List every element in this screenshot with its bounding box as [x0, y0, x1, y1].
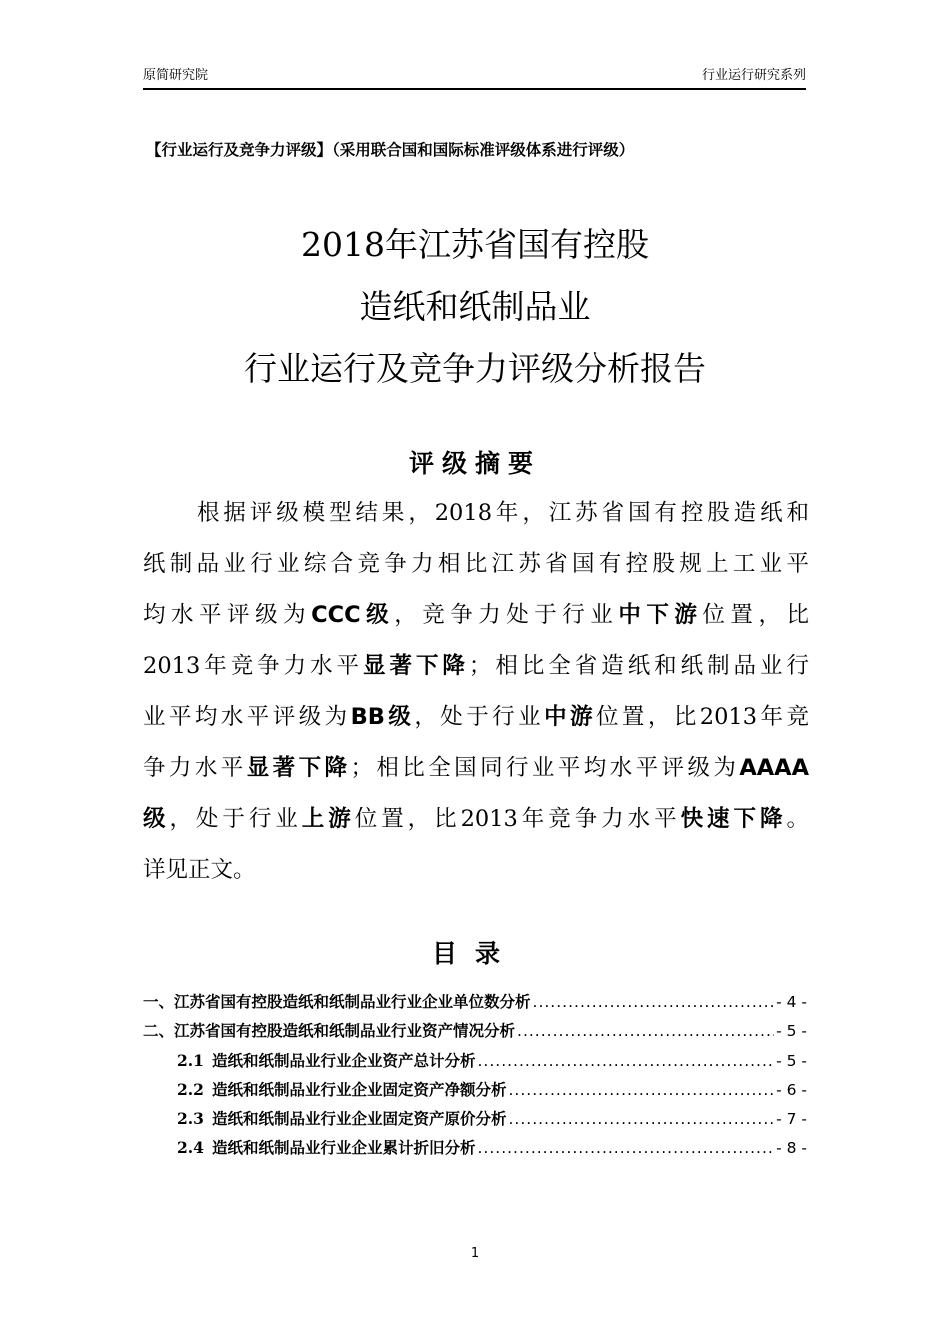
toc-entry-label [177, 1104, 506, 1134]
body-text: 详见正文。 [143, 857, 256, 883]
body-text: 位置，比2013年竞争力水平 [354, 806, 681, 832]
body-text: 。 [786, 806, 809, 832]
body-text: ；相比全省造纸和纸制品业行 [468, 653, 809, 679]
toc-page-number: - 8 - [776, 1139, 807, 1157]
toc-entry-text: 造纸和纸制品业行业企业累计折旧分析 [211, 1139, 476, 1157]
toc-dot-leader [517, 1017, 774, 1046]
toc-entry[interactable] [143, 988, 807, 1017]
page-header [143, 66, 806, 90]
emphasis-text: BB级 [350, 704, 415, 730]
emphasis-text: 快速下降 [680, 806, 787, 832]
summary-line [143, 845, 809, 896]
toc-entry[interactable] [143, 1075, 807, 1104]
report-tagline: 【行业运行及竞争力评级】（采用联合国和国际标准评级体系进行评级） [146, 141, 635, 159]
emphasis-text: 中下游 [618, 602, 703, 628]
toc-entry-text: 造纸和纸制品业行业企业资产总计分析 [211, 1052, 476, 1070]
summary-line [143, 794, 809, 845]
toc-entry-label [143, 988, 531, 1017]
page-number: 1 [470, 1246, 480, 1261]
body-text: 位置，比 [702, 602, 809, 628]
toc-entry[interactable] [143, 1133, 807, 1162]
body-text: ，处于行业 [169, 806, 302, 832]
emphasis-text: 上游 [301, 806, 355, 832]
toc-dot-leader [533, 988, 775, 1017]
toc-entry-text: 造纸和纸制品业行业企业固定资产原价分析 [211, 1110, 507, 1128]
emphasis-text: 级 [143, 806, 170, 832]
series-name: 行业运行研究系列 [701, 68, 806, 83]
body-text: 业平均水平评级为 [143, 704, 351, 730]
toc-dot-leader [508, 1105, 774, 1134]
toc-entry-number: 2.4 [177, 1138, 204, 1157]
toc-page-number: - 5 - [776, 1022, 807, 1040]
body-text: 均水平评级为 [143, 602, 312, 628]
body-text: 位置，比2013年竞 [595, 704, 809, 730]
summary-line [143, 692, 809, 743]
body-text: 纸制品业行业综合竞争力相比江苏省国有控股规上工业平 [143, 551, 809, 577]
toc-heading: 目录 [431, 939, 518, 968]
toc-entry-label [143, 1017, 515, 1046]
toc-page-number: - 4 - [776, 993, 807, 1011]
summary-line [143, 590, 809, 641]
table-of-contents [143, 988, 807, 1162]
report-title [140, 214, 810, 400]
summary-line [143, 539, 809, 590]
emphasis-text: AAAA [739, 755, 809, 781]
emphasis-text: 显著下降 [363, 653, 469, 679]
publisher-name: 原简研究院 [143, 68, 209, 83]
toc-dot-leader [508, 1076, 774, 1105]
toc-entry[interactable] [143, 1046, 807, 1075]
toc-page-number: - 5 - [776, 1052, 807, 1070]
toc-dot-leader [477, 1134, 774, 1163]
body-text: ，竞争力处于行业 [394, 602, 619, 628]
emphasis-text: 中游 [544, 704, 596, 730]
toc-entry-number: 一、 [143, 993, 175, 1011]
toc-entry-text: 江苏省国有控股造纸和纸制品业行业企业单位数分析 [174, 993, 531, 1011]
toc-entry-number: 2.3 [177, 1109, 204, 1128]
title-line-3: 行业运行及竞争力评级分析报告 [244, 349, 706, 388]
toc-entry-number: 2.2 [177, 1080, 204, 1099]
emphasis-text: 显著下降 [246, 755, 351, 781]
body-text: 争力水平 [143, 755, 247, 781]
toc-entry-label [177, 1046, 475, 1076]
toc-entry-text: 造纸和纸制品业行业企业固定资产净额分析 [211, 1081, 507, 1099]
toc-entry[interactable] [143, 1017, 807, 1046]
toc-entry-text: 江苏省国有控股造纸和纸制品业行业资产情况分析 [174, 1022, 516, 1040]
toc-dot-leader [477, 1047, 774, 1076]
body-text: 根据评级模型结果，2018年，江苏省国有控股造纸和 [197, 500, 809, 526]
summary-paragraph [143, 488, 809, 896]
toc-entry[interactable] [143, 1104, 807, 1133]
toc-page-number: - 6 - [776, 1081, 807, 1099]
body-text: 2013年竞争力水平 [143, 653, 364, 679]
title-line-1: 2018年江苏省国有控股 [301, 225, 649, 264]
summary-line [143, 488, 809, 539]
toc-entry-label [177, 1133, 475, 1163]
summary-heading: 评级摘要 [408, 449, 541, 478]
toc-entry-number: 二、 [143, 1022, 175, 1040]
title-line-2: 造纸和纸制品业 [359, 287, 591, 326]
toc-page-number: - 7 - [776, 1110, 807, 1128]
summary-line [143, 743, 809, 794]
toc-entry-label [177, 1075, 506, 1105]
toc-entry-number: 2.1 [177, 1051, 204, 1070]
body-text: ，处于行业 [414, 704, 545, 730]
emphasis-text: CCC级 [311, 602, 395, 628]
body-text: ；相比全国同行业平均水平评级为 [350, 755, 740, 781]
summary-line [143, 641, 809, 692]
